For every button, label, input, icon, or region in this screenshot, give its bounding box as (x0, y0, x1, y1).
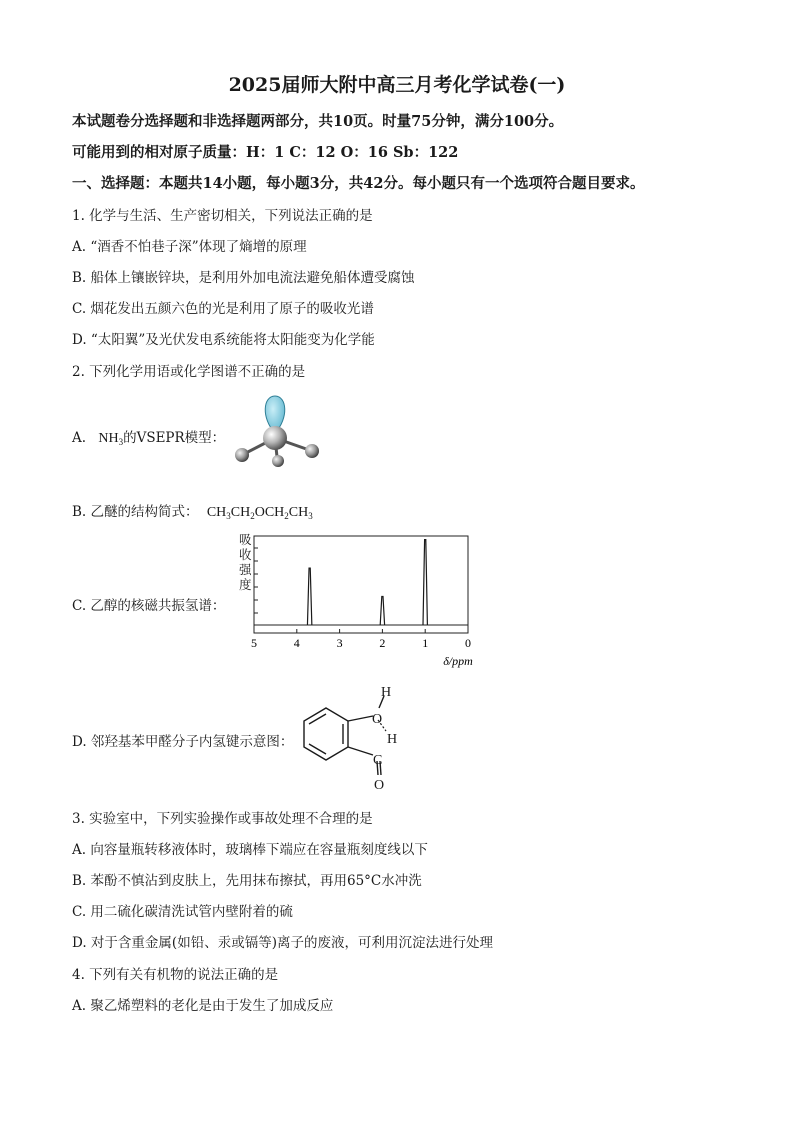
ylabel-char: 强 (239, 563, 252, 577)
y-ticks (254, 548, 258, 613)
question-2-option-a (72, 426, 225, 447)
question-2-option-c: C. 乙醇的核磁共振氢谱： (72, 598, 226, 614)
hydrogen-atom (235, 448, 249, 462)
atomic-mass-info: 可能用到的相对原子质量：H：1 C：12 O：16 Sb：122 (72, 144, 459, 161)
question-4-stem: 4. 下列有关有机物的说法正确的是 (72, 967, 279, 983)
question-3-option-d: D. 对于含重金属(如铅、汞或镉等)离子的废液，可利用沉淀法进行处理 (72, 935, 493, 951)
hydrogen-atom (272, 455, 284, 467)
x-tick-label: 5 (251, 636, 257, 650)
ylabel-char: 吸 (239, 533, 252, 547)
atom-o-label: O (374, 778, 385, 793)
peaks (307, 540, 427, 625)
atom-h-label: H (387, 732, 398, 747)
question-1-stem: 1. 化学与生活、生产密切相关，下列说法正确的是 (72, 208, 373, 224)
x-tick-label: 0 (465, 636, 471, 650)
question-1-option-c: C. 烟花发出五颜六色的光是利用了原子的吸收光谱 (72, 301, 374, 317)
x-tick-label: 2 (379, 636, 386, 650)
x-ticks (251, 629, 471, 650)
nmr-spectrum-chart (225, 530, 485, 670)
question-2-option-d: D. 邻羟基苯甲醛分子内氢键示意图： (72, 734, 294, 750)
nmr-peak (423, 540, 427, 625)
x-tick-label: 4 (293, 636, 300, 650)
atom-h-label: H (381, 685, 392, 700)
c-o-bond (348, 716, 373, 721)
question-3-option-b: B. 苯酚不慎沾到皮肤上，先用抹布擦拭，再用65°C水冲洗 (72, 873, 422, 889)
benzene-ring (304, 696, 384, 775)
option-a-label: A. (72, 430, 87, 446)
question-2-option-b (72, 500, 313, 521)
exam-info: 本试题卷分选择题和非选择题两部分，共10页。时量75分钟，满分100分。 (72, 113, 564, 130)
question-2-stem: 2. 下列化学用语或化学图谱不正确的是 (72, 364, 306, 380)
ylabel-char: 度 (239, 578, 252, 592)
nh3-formula: $NH_3$ (98, 431, 124, 447)
hydrogen-atom (305, 444, 319, 458)
question-4-option-a: A. 聚乙烯塑料的老化是由于发生了加成反应 (72, 998, 334, 1014)
option-b-label: B. 乙醚的结构简式： (72, 504, 199, 520)
nmr-peak (307, 568, 311, 625)
nmr-peak (380, 597, 384, 625)
x-axis-unit: δ/ppm (443, 654, 473, 668)
question-3-option-a: A. 向容量瓶转移液体时，玻璃棒下端应在容量瓶刻度线以下 (72, 842, 428, 858)
atom-o-label: O (372, 712, 383, 727)
ether-formula: $CH_3CH_2OCH_2CH_3$ (206, 505, 313, 521)
question-1-option-a: A. “酒香不怕巷子深”体现了熵增的原理 (72, 239, 307, 255)
page-title: 2025届师大附中高三月考化学试卷(一) (228, 74, 566, 96)
c-c-bond (348, 747, 373, 755)
question-3-stem: 3. 实验室中，下列实验操作或事故处理不合理的是 (72, 811, 373, 827)
nmr-ylabel-group (239, 533, 252, 592)
question-1-option-d: D. “太阳翼”及光伏发电系统能将太阳能变为化学能 (72, 332, 375, 348)
x-tick-label: 1 (422, 636, 429, 650)
salicylaldehyde-structure (300, 682, 410, 797)
plot-frame (254, 536, 468, 633)
ylabel-char: 收 (239, 548, 252, 562)
nitrogen-atom (263, 426, 287, 450)
option-a-text: 的VSEPR模型： (123, 430, 226, 446)
vsepr-model-image (225, 388, 335, 468)
atom-c-label: C (373, 753, 383, 768)
question-3-option-c: C. 用二硫化碳清洗试管内壁附着的硫 (72, 904, 293, 920)
section-heading: 一、选择题：本题共14小题，每小题3分，共42分。每小题只有一个选项符合题目要求。 (72, 175, 645, 192)
x-tick-label: 3 (336, 636, 343, 650)
question-1-option-b: B. 船体上镶嵌锌块，是利用外加电流法避免船体遭受腐蚀 (72, 270, 415, 286)
